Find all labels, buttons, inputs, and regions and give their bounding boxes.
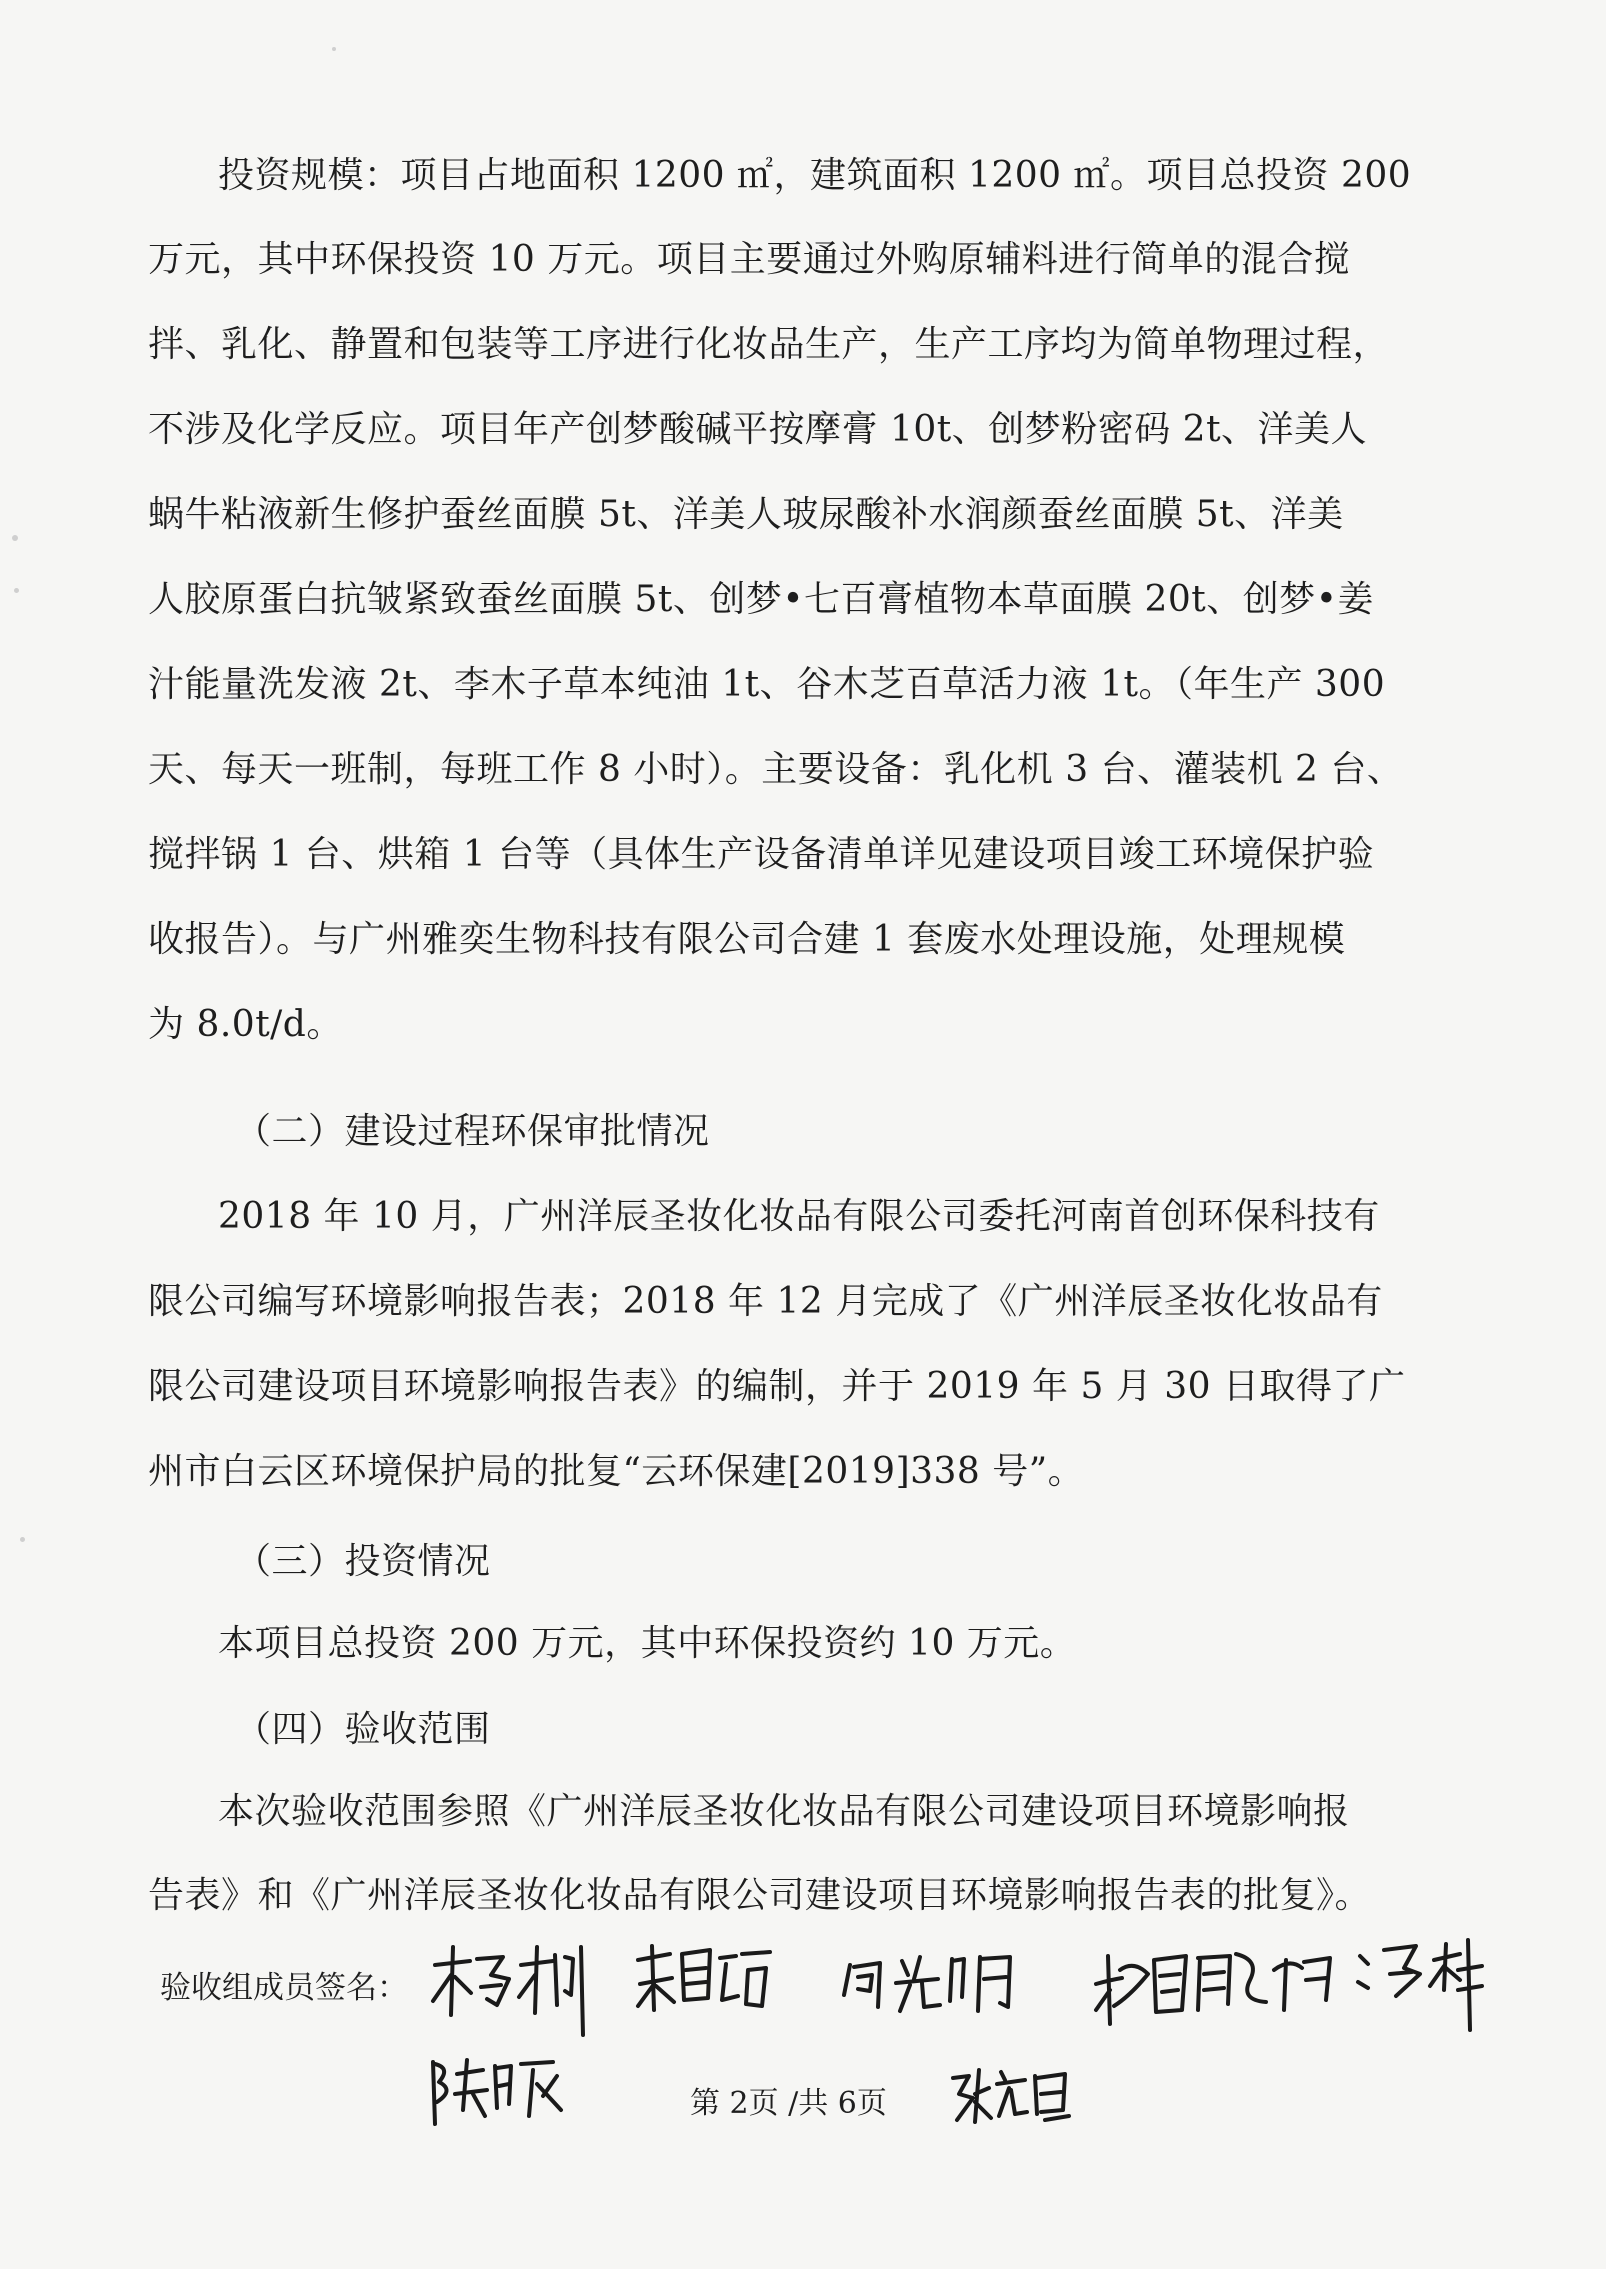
paragraph-line: 不涉及化学反应。项目年产创梦酸碱平按摩膏 10t、创梦粉密码 2t、洋美人 xyxy=(148,409,1368,450)
paragraph-line: 汁能量洗发液 2t、李木子草本纯油 1t、谷木芝百草活力液 1t。（年生产 300 xyxy=(148,664,1386,705)
signature-he-guangming xyxy=(840,1945,1030,2025)
paragraph-line: 天、每天一班制，每班工作 8 小时）。主要设备：乳化机 3 台、灌装机 2 台、 xyxy=(148,749,1404,790)
paragraph-line: 本次验收范围参照《广州洋辰圣妆化妆品有限公司建设项目环境影响报 xyxy=(218,1791,1350,1832)
paragraph-line: 收报告）。与广州雅奕生物科技有限公司合建 1 套废水处理设施，处理规模 xyxy=(148,919,1346,960)
paragraph-line: 限公司编写环境影响报告表；2018 年 12 月完成了《广州洋辰圣妆化妆品有 xyxy=(148,1281,1383,1322)
section-heading: （四）验收范围 xyxy=(235,1709,491,1750)
scan-speck xyxy=(12,535,18,541)
paragraph-line: 为 8.0t/d。 xyxy=(148,1004,343,1045)
section-heading: （三）投资情况 xyxy=(235,1541,491,1582)
signature-label: 验收组成员签名： xyxy=(160,1970,408,2006)
signature-yang-liu xyxy=(425,1935,595,2045)
paragraph-line: 告表》和《广州洋辰圣妆化妆品有限公司建设项目环境影响报告表的批复》。 xyxy=(148,1875,1372,1916)
page-number: 第 2页 /共 6页 xyxy=(690,2086,887,2121)
scan-speck xyxy=(14,588,19,593)
signature-chen-xiaocong xyxy=(425,2050,575,2135)
signature-zhang-hongyu xyxy=(945,2058,1075,2138)
paragraph-line: 万元，其中环保投资 10 万元。项目主要通过外购原辅料进行简单的混合搅 xyxy=(148,239,1351,280)
scan-speck xyxy=(20,1537,25,1542)
scan-speck xyxy=(332,47,336,51)
signature-zhu-yiming xyxy=(630,1940,780,2030)
signature-yang-guoqiang xyxy=(1090,1940,1340,2035)
paragraph-line: 限公司建设项目环境影响报告表》的编制，并于 2019 年 5 月 30 日取得了广 xyxy=(148,1366,1406,1407)
section-heading: （二）建设过程环保审批情况 xyxy=(235,1111,710,1152)
paragraph-line: 搅拌锅 1 台、烘箱 1 台等（具体生产设备清单详见建设项目竣工环境保护验 xyxy=(148,834,1375,875)
paragraph-line: 2018 年 10 月，广州洋辰圣妆化妆品有限公司委托河南首创环保科技有 xyxy=(218,1196,1380,1237)
paragraph-line: 人胶原蛋白抗皱紧致蚕丝面膜 5t、创梦•七百膏植物本草面膜 20t、创梦•姜 xyxy=(148,579,1375,620)
signature-feng-ke xyxy=(1350,1930,1490,2040)
paragraph-line: 蜗牛粘液新生修护蚕丝面膜 5t、洋美人玻尿酸补水润颜蚕丝面膜 5t、洋美 xyxy=(148,494,1344,535)
paragraph-line: 州市白云区环境保护局的批复“云环保建[2019]338 号”。 xyxy=(148,1451,1085,1492)
paragraph-line: 投资规模：项目占地面积 1200 ㎡，建筑面积 1200 ㎡。项目总投资 200 xyxy=(218,155,1412,196)
paragraph-line: 拌、乳化、静置和包装等工序进行化妆品生产，生产工序均为简单物理过程， xyxy=(148,324,1390,365)
paragraph-line: 本项目总投资 200 万元，其中环保投资约 10 万元。 xyxy=(218,1623,1077,1664)
